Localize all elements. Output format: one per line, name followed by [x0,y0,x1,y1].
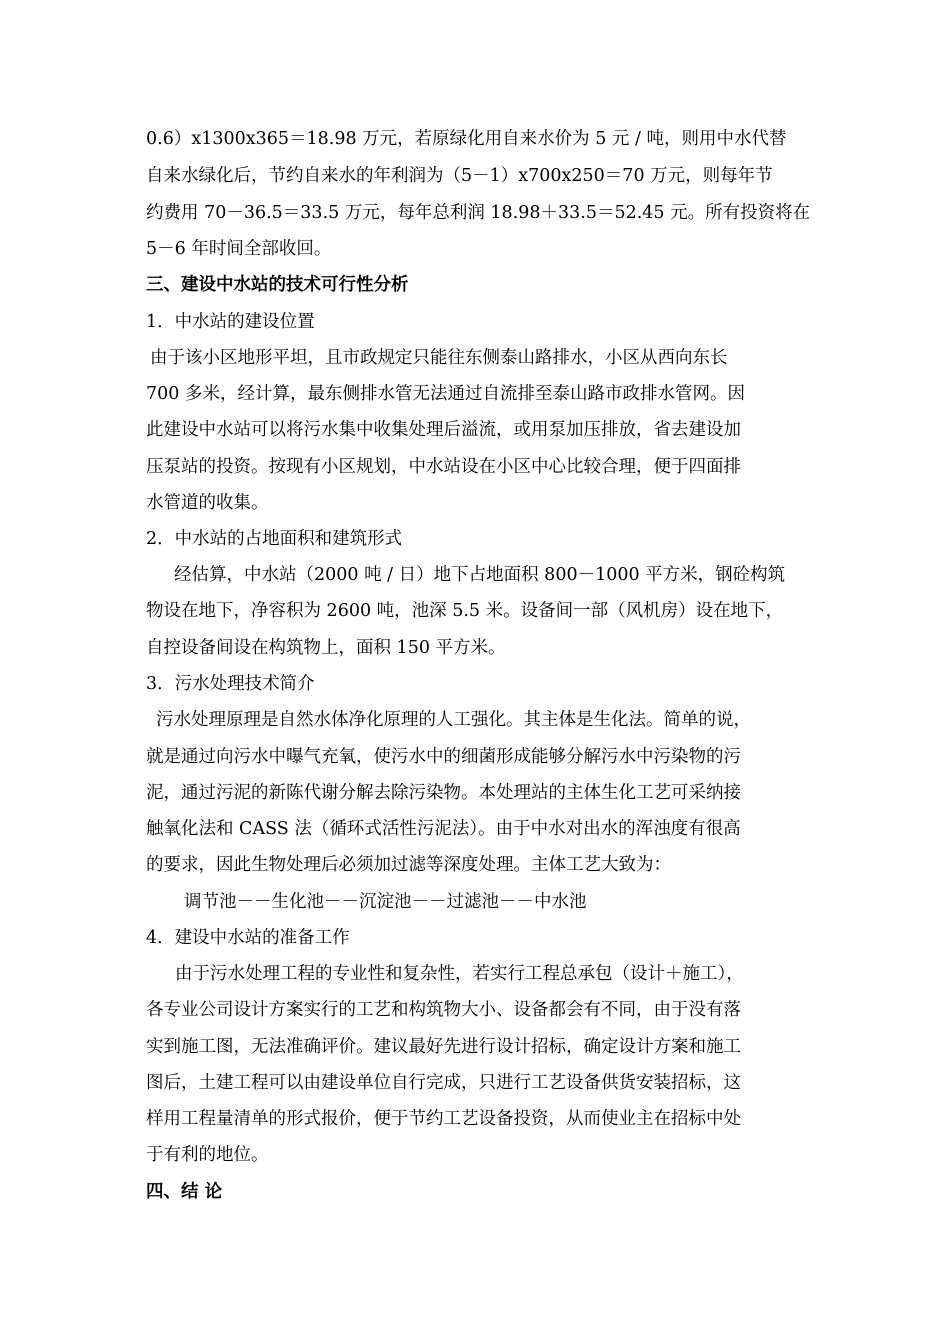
paragraph-prep-line-6: 于有利的地位。 [146,1145,269,1165]
paragraph-tech-line-3: 泥，通过污泥的新陈代谢分解去除污染物。本处理站的主体生化工艺可采纳接 [146,783,741,803]
paragraph-area-line-2: 物设在地下，净容积为 2600 吨，池深 5.5 米。设备间一部（风机房）设在地下， [146,601,784,621]
paragraph-location-line-2: 700 多米，经计算，最东侧排水管无法通过自流排至泰山路市政排水管网。因 [146,384,745,404]
paragraph-prep-line-3: 实到施工图，无法准确评价。建议最好先进行设计招标，确定设计方案和施工 [146,1037,741,1057]
paragraph-location-line-3: 此建设中水站可以将污水集中收集处理后溢流，或用泵加压排放，省去建设加 [146,420,741,440]
paragraph-prep-line-2: 各专业公司设计方案实行的工艺和构筑物大小、设备都会有不同，由于没有落 [146,1000,741,1020]
paragraph-location-line-1: 由于该小区地形平坦，且市政规定只能往东侧泰山路排水，小区从西向东长 [150,348,728,368]
paragraph-area-line-1: 经估算，中水站（2000 吨 / 日）地下占地面积 800－1000 平方米，钢砼构筑 [174,565,786,585]
paragraph-tech-line-1: 污水处理原理是自然水体净化原理的人工强化。其主体是生化法。简单的说， [156,710,751,730]
subheading-3: 3．污水处理技术简介 [146,674,315,694]
subheading-4: 4．建设中水站的准备工作 [146,928,350,948]
paragraph-investment-line-3: 约费用 70－36.5＝33.5 万元，每年总利润 18.98＋33.5＝52.45 元。所有投资将在 [146,203,811,223]
paragraph-tech-line-5: 的要求，因此生物处理后必须加过滤等深度处理。主体工艺大致为： [146,855,671,875]
paragraph-tech-line-2: 就是通过向污水中曝气充氧，使污水中的细菌形成能够分解污水中污染物的污 [146,747,741,767]
paragraph-prep-line-1: 由于污水处理工程的专业性和复杂性，若实行工程总承包（设计＋施工）， [175,964,744,984]
section-heading-3: 三、建设中水站的技术可行性分析 [146,275,409,295]
paragraph-location-line-5: 水管道的收集。 [146,493,269,513]
paragraph-prep-line-5: 样用工程量清单的形式报价，便于节约工艺设备投资，从而使业主在招标中处 [146,1109,741,1129]
section-heading-4: 四、结 论 [146,1182,223,1202]
paragraph-investment-line-2: 自来水绿化后，节约自来水的年利润为（5－1）x700x250＝70 万元，则每年节 [146,166,773,186]
paragraph-tech-line-4: 触氧化法和 CASS 法（循环式活性污泥法）。由于中水对出水的浑浊度有很高 [146,819,741,839]
paragraph-prep-line-4: 图后，土建工程可以由建设单位自行完成，只进行工艺设备供货安装招标，这 [146,1073,741,1093]
paragraph-investment-line-4: 5－6 年时间全部收回。 [146,239,332,259]
process-flow: 调节池－－生化池－－沉淀池－－过滤池－－中水池 [184,892,587,912]
subheading-1: 1．中水站的建设位置 [146,312,315,332]
subheading-2: 2．中水站的占地面积和建筑形式 [146,529,403,549]
paragraph-investment-line-1: 0.6）x1300x365＝18.98 万元，若原绿化用自来水价为 5 元 / 吨，则用中水代替 [146,129,787,149]
paragraph-area-line-3: 自控设备间设在构筑物上，面积 150 平方米。 [146,638,506,658]
paragraph-location-line-4: 压泵站的投资。按现有小区规划，中水站设在小区中心比较合理，便于四面排 [146,457,741,477]
